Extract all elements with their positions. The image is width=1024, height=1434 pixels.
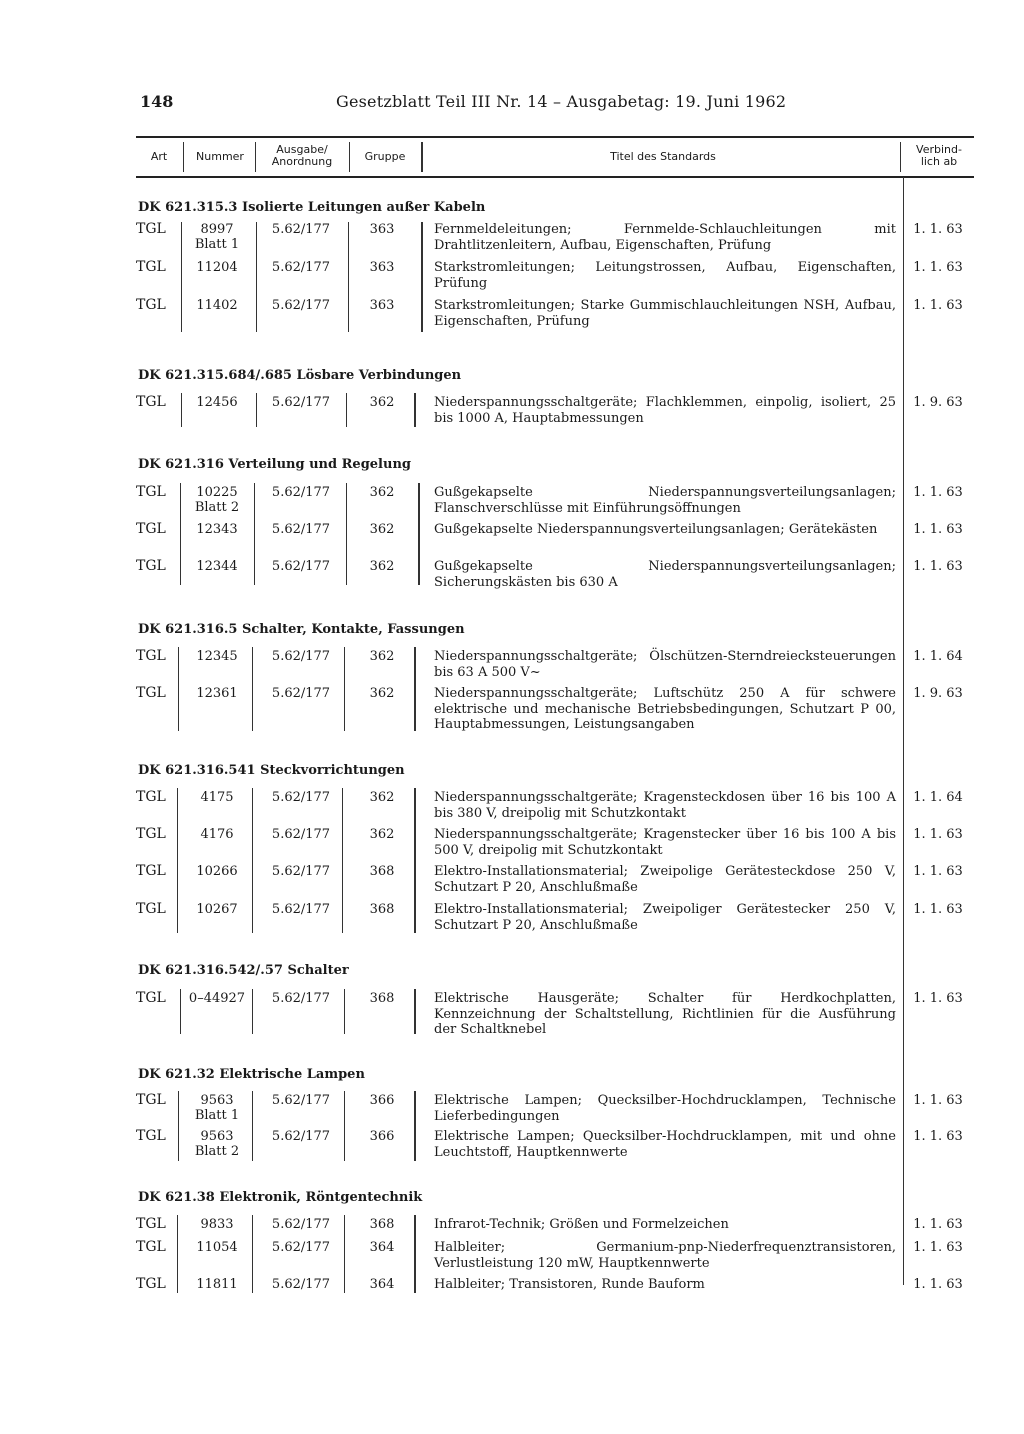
cell-ausgabe: 5.62/177	[271, 1217, 331, 1232]
column-separator	[414, 989, 416, 1034]
cell-nummer: 11204	[196, 260, 238, 275]
cell-nummer: 12456	[196, 395, 238, 410]
cell-nummer: 4175	[200, 790, 234, 805]
column-separator	[254, 483, 255, 585]
cell-gruppe: 366	[369, 1129, 395, 1144]
column-separator	[178, 1091, 179, 1161]
cell-date: 1. 1. 63	[913, 864, 963, 879]
column-separator	[252, 1091, 253, 1161]
cell-ausgabe: 5.62/177	[271, 222, 331, 237]
cell-title: Starkstromleitungen; Leitungstrossen, Aufbau, Eigenschaften, Prüfung	[434, 260, 896, 291]
cell-art: TGL	[136, 1276, 166, 1292]
page-number: 148	[140, 92, 174, 111]
header-separator	[183, 142, 184, 172]
cell-ausgabe: 5.62/177	[271, 649, 331, 664]
cell-gruppe: 364	[369, 1240, 395, 1255]
col-header-verbindlich-line2: lich ab	[920, 155, 958, 168]
cell-art: TGL	[136, 685, 166, 701]
column-separator	[348, 222, 349, 332]
cell-date: 1. 1. 63	[913, 1240, 963, 1255]
cell-title: Elektrische Lampen; Quecksilber-Hochdrucklampen, Technische Lieferbedingungen	[434, 1093, 896, 1124]
cell-date: 1. 9. 63	[913, 686, 963, 701]
section-heading: DK 621.316.542/.57 Schalter	[138, 963, 349, 978]
column-separator	[346, 393, 347, 427]
cell-date: 1. 1. 63	[913, 522, 963, 537]
cell-date: 1. 1. 63	[913, 991, 963, 1006]
col-header-verbindlich	[904, 144, 974, 168]
cell-date: 1. 1. 63	[913, 559, 963, 574]
column-separator	[346, 483, 347, 585]
column-separator	[414, 393, 416, 427]
cell-title: Niederspannungsschaltgeräte; Luftschütz 250 A für schwere elektrische und mechanische Betriebsbedingungen, Schutzart P 00, Hauptabmessungen, Leistungsangaben	[434, 686, 896, 732]
cell-ausgabe: 5.62/177	[271, 991, 331, 1006]
cell-art: TGL	[136, 521, 166, 537]
col-header-gruppe: Gruppe	[364, 150, 406, 163]
cell-ausgabe: 5.62/177	[271, 686, 331, 701]
cell-date: 1. 1. 64	[913, 790, 963, 805]
column-separator	[344, 1215, 345, 1293]
cell-date: 1. 1. 63	[913, 485, 963, 500]
cell-gruppe: 362	[369, 686, 395, 701]
cell-title: Elektrische Hausgeräte; Schalter für Herdkochplatten, Kennzeichnung der Schaltstellung, Richtlinien für die Ausführung der Schaltknebel	[434, 991, 896, 1037]
cell-title: Halbleiter; Germanium-pnp-Niederfrequenztransistoren, Verlustleistung 120 mW, Hauptkennwerte	[434, 1240, 896, 1271]
cell-nummer: 11054	[196, 1240, 238, 1255]
header-separator	[900, 142, 901, 172]
column-separator	[180, 989, 181, 1034]
cell-gruppe: 362	[369, 522, 395, 537]
column-separator	[181, 393, 182, 427]
cell-gruppe: 368	[369, 991, 395, 1006]
cell-ausgabe: 5.62/177	[271, 902, 331, 917]
cell-title: Infrarot-Technik; Größen und Formelzeichen	[434, 1217, 729, 1232]
column-separator	[177, 788, 178, 933]
cell-date: 1. 1. 63	[913, 902, 963, 917]
column-separator	[344, 989, 345, 1034]
cell-ausgabe: 5.62/177	[271, 395, 331, 410]
cell-nummer: 12343	[196, 522, 238, 537]
cell-gruppe: 368	[369, 1217, 395, 1232]
cell-nummer: 9833	[200, 1217, 234, 1232]
column-separator	[342, 788, 343, 933]
col-header-ausgabe-line2: Anordnung	[271, 155, 333, 168]
cell-ausgabe: 5.62/177	[271, 1129, 331, 1144]
col-header-ausgabe-line1: Ausgabe/	[276, 143, 328, 156]
cell-nummer: 12361	[196, 686, 238, 701]
cell-date: 1. 1. 63	[913, 1217, 963, 1232]
col-header-verbindlich-line1: Verbind-	[916, 143, 962, 156]
cell-art: TGL	[136, 259, 166, 275]
cell-ausgabe: 5.62/177	[271, 522, 331, 537]
cell-nummer: 9563 Blatt 2	[194, 1129, 240, 1159]
cell-nummer: 11811	[196, 1277, 238, 1292]
cell-nummer: 8997 Blatt 1	[194, 222, 240, 252]
column-separator	[178, 647, 179, 731]
cell-gruppe: 366	[369, 1093, 395, 1108]
cell-nummer: 11402	[196, 298, 238, 313]
column-separator	[414, 1215, 416, 1293]
cell-gruppe: 362	[369, 485, 395, 500]
cell-art: TGL	[136, 1092, 166, 1108]
column-separator	[181, 222, 182, 332]
column-separator	[344, 1091, 345, 1161]
column-separator	[252, 788, 253, 933]
cell-gruppe: 363	[369, 222, 395, 237]
cell-date: 1. 9. 63	[913, 395, 963, 410]
cell-art: TGL	[136, 990, 166, 1006]
column-separator	[252, 1215, 253, 1293]
column-separator	[252, 647, 253, 731]
column-separator	[414, 788, 416, 933]
cell-title: Niederspannungsschaltgeräte; Ölschützen-Sterndreiecksteuerungen bis 63 A 500 V~	[434, 649, 896, 680]
cell-nummer: 12345	[196, 649, 238, 664]
cell-ausgabe: 5.62/177	[271, 1240, 331, 1255]
cell-title: Niederspannungsschaltgeräte; Kragensteckdosen über 16 bis 100 A bis 380 V, dreipolig mit Schutzkontakt	[434, 790, 896, 821]
cell-ausgabe: 5.62/177	[271, 485, 331, 500]
header-separator	[421, 142, 423, 172]
column-separator	[252, 989, 253, 1034]
cell-title: Halbleiter; Transistoren, Runde Bauform	[434, 1277, 705, 1292]
col-header-nummer: Nummer	[196, 150, 244, 163]
cell-date: 1. 1. 63	[913, 1277, 963, 1292]
cell-ausgabe: 5.62/177	[271, 1277, 331, 1292]
cell-gruppe: 363	[369, 298, 395, 313]
cell-art: TGL	[136, 789, 166, 805]
cell-date: 1. 1. 63	[913, 827, 963, 842]
running-head	[140, 92, 980, 116]
section-heading: DK 621.32 Elektrische Lampen	[138, 1067, 365, 1082]
column-separator	[414, 1091, 416, 1161]
cell-art: TGL	[136, 297, 166, 313]
cell-ausgabe: 5.62/177	[271, 864, 331, 879]
cell-art: TGL	[136, 558, 166, 574]
cell-date: 1. 1. 63	[913, 1129, 963, 1144]
column-separator	[421, 222, 423, 332]
section-heading: DK 621.316 Verteilung und Regelung	[138, 457, 411, 472]
cell-art: TGL	[136, 484, 166, 500]
section-heading: DK 621.316.541 Steckvorrichtungen	[138, 763, 405, 778]
cell-art: TGL	[136, 826, 166, 842]
cell-gruppe: 363	[369, 260, 395, 275]
cell-gruppe: 368	[369, 864, 395, 879]
cell-gruppe: 362	[369, 395, 395, 410]
cell-title: Gußgekapselte Niederspannungsverteilungsanlagen; Flanschverschlüsse mit Einführungsöffnungen	[434, 485, 896, 516]
section-heading: DK 621.315.684/.685 Lösbare Verbindungen	[138, 368, 462, 383]
cell-gruppe: 362	[369, 790, 395, 805]
cell-ausgabe: 5.62/177	[271, 1093, 331, 1108]
cell-title: Fernmeldeleitungen; Fernmelde-Schlauchleitungen mit Drahtlitzenleitern, Aufbau, Eigenschaften, Prüfung	[434, 222, 896, 253]
cell-ausgabe: 5.62/177	[271, 298, 331, 313]
cell-title: Elektrische Lampen; Quecksilber-Hochdrucklampen, mit und ohne Leuchtstoff, Hauptkennwerte	[434, 1129, 896, 1160]
cell-art: TGL	[136, 901, 166, 917]
cell-art: TGL	[136, 1128, 166, 1144]
date-column-rule	[903, 177, 904, 1285]
column-separator	[180, 483, 181, 585]
cell-title: Gußgekapselte Niederspannungsverteilungsanlagen; Sicherungskästen bis 630 A	[434, 559, 896, 590]
cell-art: TGL	[136, 648, 166, 664]
cell-gruppe: 368	[369, 902, 395, 917]
cell-date: 1. 1. 64	[913, 649, 963, 664]
cell-nummer: 0–44927	[188, 991, 246, 1006]
cell-nummer: 9563 Blatt 1	[194, 1093, 240, 1123]
cell-nummer: 10266	[196, 864, 238, 879]
cell-art: TGL	[136, 1239, 166, 1255]
header-separator	[255, 142, 256, 172]
cell-title: Gußgekapselte Niederspannungsverteilungsanlagen; Gerätekästen	[434, 522, 878, 537]
cell-gruppe: 364	[369, 1277, 395, 1292]
cell-ausgabe: 5.62/177	[271, 827, 331, 842]
cell-title: Elektro-Installationsmaterial; Zweipoliger Gerätestecker 250 V, Schutzart P 20, Anschlußmaße	[434, 902, 896, 933]
cell-nummer: 12344	[196, 559, 238, 574]
col-header-art: Art	[150, 150, 168, 163]
col-header-ausgabe	[256, 144, 348, 168]
column-separator	[414, 647, 416, 731]
section-heading: DK 621.38 Elektronik, Röntgentechnik	[138, 1190, 423, 1205]
cell-title: Starkstromleitungen; Starke Gummischlauchleitungen NSH, Aufbau, Eigenschaften, Prüfung	[434, 298, 896, 329]
column-separator	[256, 222, 257, 332]
header-top-rule	[136, 136, 974, 138]
cell-art: TGL	[136, 863, 166, 879]
column-separator	[344, 647, 345, 731]
cell-ausgabe: 5.62/177	[271, 790, 331, 805]
cell-title: Niederspannungsschaltgeräte; Kragenstecker über 16 bis 100 A bis 500 V, dreipolig mit Schutzkontakt	[434, 827, 896, 858]
column-separator	[177, 1215, 178, 1293]
cell-gruppe: 362	[369, 649, 395, 664]
cell-nummer: 10225 Blatt 2	[194, 485, 240, 515]
cell-gruppe: 362	[369, 559, 395, 574]
cell-date: 1. 1. 63	[913, 260, 963, 275]
cell-date: 1. 1. 63	[913, 1093, 963, 1108]
cell-ausgabe: 5.62/177	[271, 260, 331, 275]
running-title: Gesetzblatt Teil III Nr. 14 – Ausgabetag: 19. Juni 1962	[336, 92, 787, 111]
cell-gruppe: 362	[369, 827, 395, 842]
section-heading: DK 621.315.3 Isolierte Leitungen außer Kabeln	[138, 200, 486, 215]
col-header-titel: Titel des Standards	[610, 150, 716, 163]
column-separator	[256, 393, 257, 427]
header-bottom-rule	[136, 176, 974, 178]
cell-art: TGL	[136, 1216, 166, 1232]
section-heading: DK 621.316.5 Schalter, Kontakte, Fassungen	[138, 622, 465, 637]
cell-nummer: 10267	[196, 902, 238, 917]
cell-date: 1. 1. 63	[913, 298, 963, 313]
cell-title: Elektro-Installationsmaterial; Zweipolige Gerätesteckdose 250 V, Schutzart P 20, Anschlußmaße	[434, 864, 896, 895]
cell-art: TGL	[136, 221, 166, 237]
cell-nummer: 4176	[200, 827, 234, 842]
cell-title: Niederspannungsschaltgeräte; Flachklemmen, einpolig, isoliert, 25 bis 1000 A, Hauptabmessungen	[434, 395, 896, 426]
cell-date: 1. 1. 63	[913, 222, 963, 237]
header-separator	[349, 142, 350, 172]
column-separator	[418, 483, 420, 585]
cell-art: TGL	[136, 394, 166, 410]
cell-ausgabe: 5.62/177	[271, 559, 331, 574]
